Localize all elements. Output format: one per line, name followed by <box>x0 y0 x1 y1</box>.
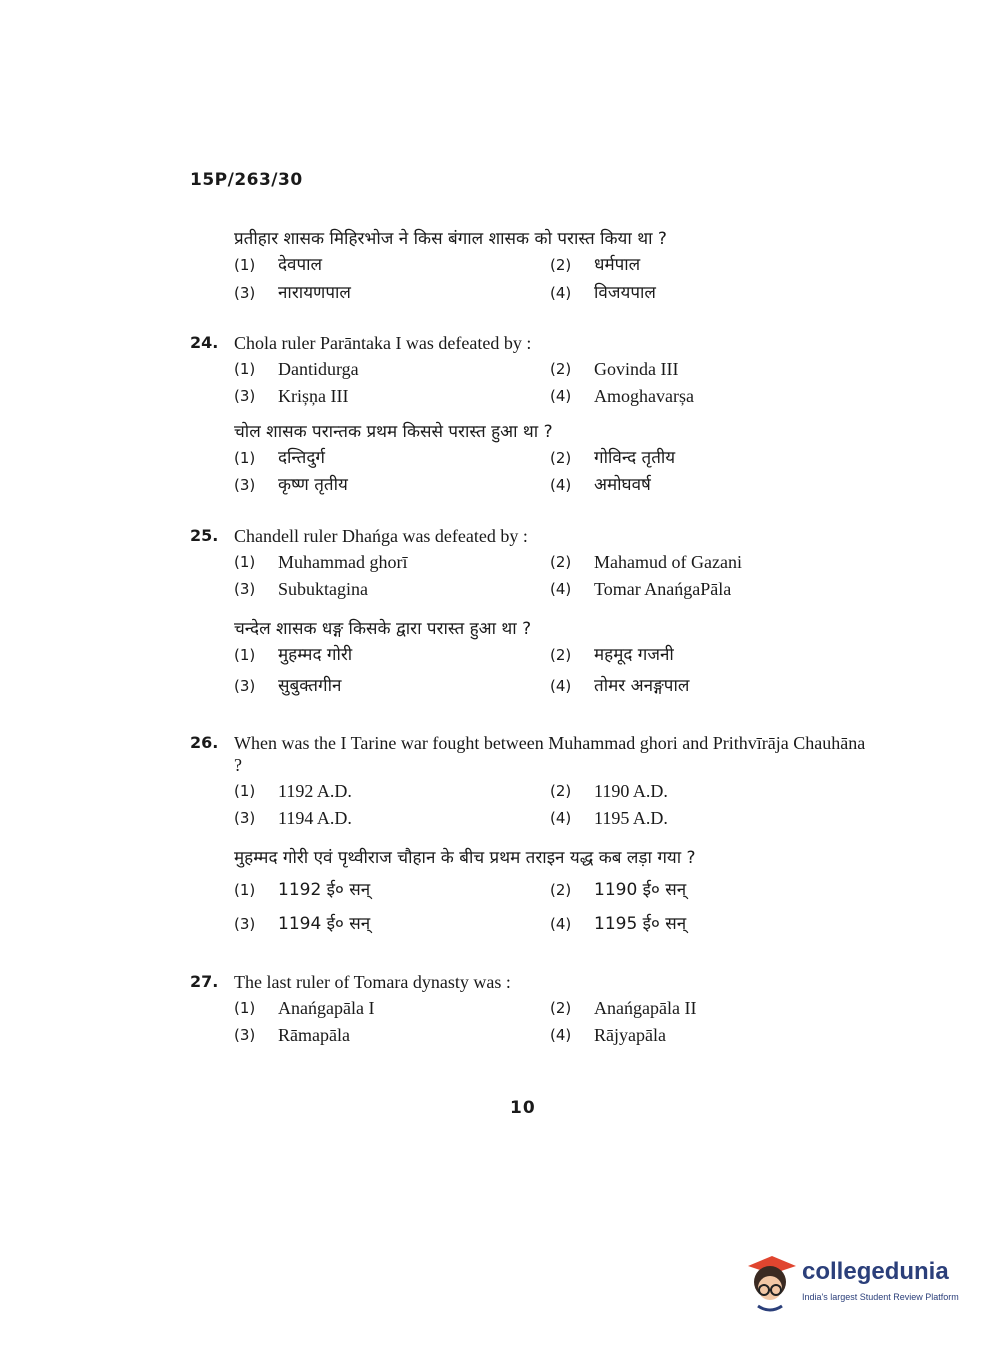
question-text-hindi: चन्देल शासक धङ्ग किसके द्वारा परास्त हुआ था ? <box>234 619 532 639</box>
option: (3) 1194 ई० सन् <box>234 914 371 934</box>
option: (2) Mahamud of Gazani <box>550 552 742 572</box>
question-number: 24. <box>190 333 219 352</box>
option: (3) Krișņa III <box>234 386 349 406</box>
option: (1) मुहम्मद गोरी <box>234 645 353 665</box>
option: (4) विजयपाल <box>550 283 656 303</box>
question-26 <box>190 732 870 935</box>
question-25 <box>190 525 870 697</box>
option: (3) Subuktagina <box>234 579 368 599</box>
option: (4) Tomar AnańgaPāla <box>550 579 732 599</box>
paper-code: 15P/263/30 <box>190 170 303 190</box>
question-number: 26. <box>190 733 219 752</box>
question-text: Chandell ruler Dhańga was defeated by : <box>234 526 528 546</box>
question-23-hindi <box>190 228 870 304</box>
student-mascot-icon <box>742 1252 800 1314</box>
question-number: 27. <box>190 972 219 991</box>
option: (2) Govinda III <box>550 359 679 379</box>
brand-logo[interactable] <box>742 1252 972 1314</box>
brand-tagline: India's largest Student Review Platform <box>802 1292 959 1302</box>
question-text-hindi: प्रतीहार शासक मिहिरभोज ने किस बंगाल शासक को परास्त किया था ? <box>234 229 667 249</box>
option: (2) महमूद गजनी <box>550 645 674 665</box>
option: (1) दन्तिदुर्ग <box>234 448 325 468</box>
question-text: When was the I Tarine war fought between Muhammad ghori and Prithvīrāja Chauhāna ? <box>234 733 866 775</box>
option: (2) 1190 ई० सन् <box>550 880 687 900</box>
question-text: Chola ruler Parāntaka I was defeated by : <box>234 333 532 353</box>
option: (1) Muhammad ghorī <box>234 552 408 572</box>
question-text-hindi: चोल शासक परान्तक प्रथम किससे परास्त हुआ था ? <box>234 422 553 442</box>
option: (3) सुबुक्तगीन <box>234 676 342 696</box>
option: (4) अमोघवर्ष <box>550 475 651 495</box>
option: (1) 1192 A.D. <box>234 781 352 801</box>
option: (4) Rājyapāla <box>550 1025 666 1045</box>
option: (2) गोविन्द तृतीय <box>550 448 676 468</box>
option: (3) Rāmapāla <box>234 1025 350 1045</box>
option: (2) 1190 A.D. <box>550 781 668 801</box>
option: (4) Amoghavarșa <box>550 386 694 406</box>
option: (3) 1194 A.D. <box>234 808 352 828</box>
page-number: 10 <box>510 1098 536 1118</box>
option: (1) Dantidurga <box>234 359 359 379</box>
option: (4) तोमर अनङ्गपाल <box>550 676 690 696</box>
option: (2) धर्मपाल <box>550 255 641 275</box>
option: (4) 1195 ई० सन् <box>550 914 687 934</box>
option: (3) नारायणपाल <box>234 283 351 303</box>
brand-name: collegedunia <box>802 1258 949 1285</box>
option: (2) Anańgapāla II <box>550 998 697 1018</box>
question-number: 25. <box>190 526 219 545</box>
option: (3) कृष्ण तृतीय <box>234 475 348 495</box>
option: (4) 1195 A.D. <box>550 808 668 828</box>
question-24 <box>190 332 870 496</box>
question-text-hindi: मुहम्मद गोरी एवं पृथ्वीराज चौहान के बीच प्रथम तराइन यद्ध कब लड़ा गया ? <box>234 848 696 868</box>
question-27 <box>190 971 870 1046</box>
option: (1) Anańgapāla I <box>234 998 375 1018</box>
question-text: The last ruler of Tomara dynasty was : <box>234 972 511 992</box>
option: (1) देवपाल <box>234 255 323 275</box>
option: (1) 1192 ई० सन् <box>234 880 371 900</box>
